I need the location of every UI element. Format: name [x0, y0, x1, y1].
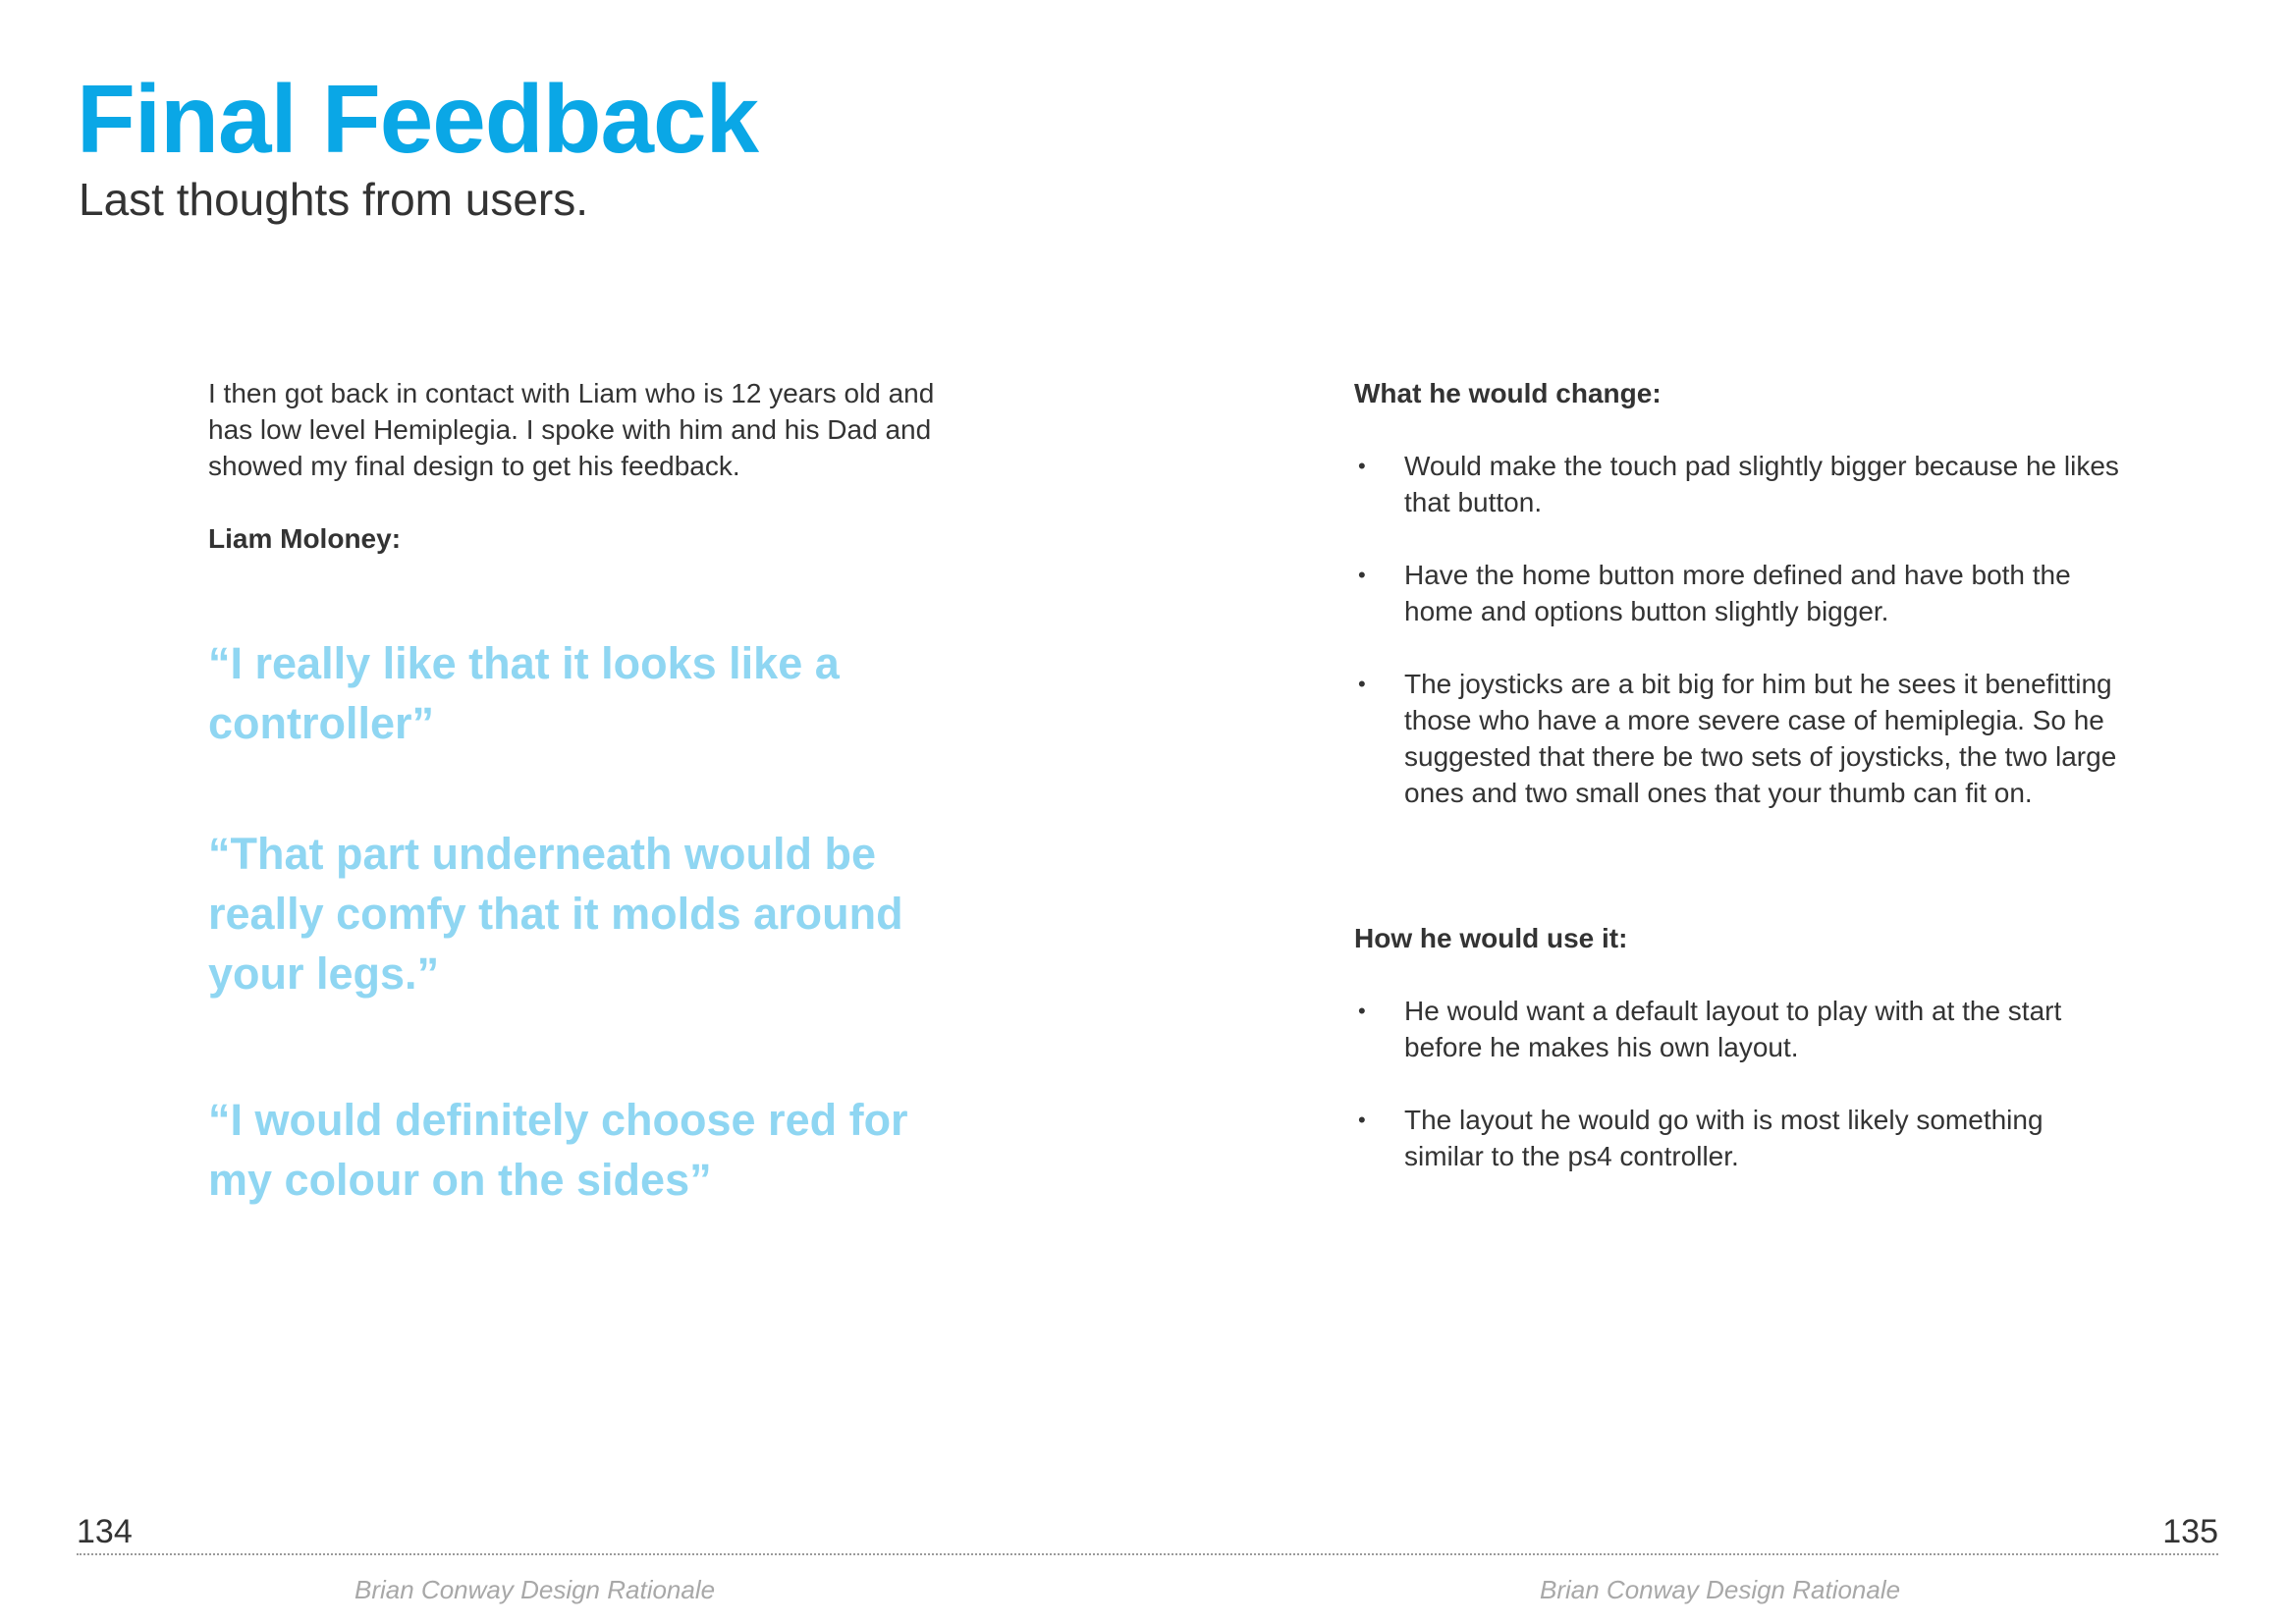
- change-list: [1354, 448, 2120, 811]
- list-item-text: Have the home button more defined and have both the home and options button slightly bigger.: [1404, 560, 2071, 626]
- list-item-text: Would make the touch pad slightly bigger because he likes that button.: [1404, 451, 2119, 517]
- list-item: [1354, 666, 2120, 811]
- bullet-icon: •: [1358, 454, 1366, 478]
- change-heading: What he would change:: [1354, 378, 1662, 408]
- use-heading: How he would use it:: [1354, 923, 1628, 953]
- footer-divider: [77, 1553, 2218, 1555]
- list-item: [1354, 993, 2120, 1065]
- list-item-text: The layout he would go with is most likely something similar to the ps4 controller.: [1404, 1105, 2044, 1171]
- page-number-right: 135: [2162, 1513, 2218, 1550]
- page-title: Final Feedback: [77, 65, 759, 173]
- quote-controller: “I really like that it looks like a controller”: [208, 638, 840, 748]
- page-subtitle: Last thoughts from users.: [79, 174, 589, 225]
- speaker-name: Liam Moloney:: [208, 523, 402, 554]
- footer-credit-right: Brian Conway Design Rationale: [1540, 1575, 1901, 1604]
- bullet-icon: •: [1358, 563, 1366, 587]
- bullet-icon: •: [1358, 672, 1366, 696]
- list-item: [1354, 448, 2120, 520]
- list-item-text: The joysticks are a bit big for him but he sees it benefitting those who have a more severe case of hemiplegia. So he suggested that there be two sets of joysticks, the two large ones and two small ones that your thumb can fit on.: [1404, 669, 2117, 808]
- right-column: [1354, 375, 2120, 1174]
- footer-credit-left: Brian Conway Design Rationale: [354, 1575, 716, 1604]
- quote-comfy: “That part underneath would be really comfy that it molds around your legs.”: [208, 829, 903, 999]
- use-list: [1354, 993, 2120, 1174]
- list-item-text: He would want a default layout to play with at the start before he makes his own layout.: [1404, 996, 2062, 1062]
- intro-paragraph: I then got back in contact with Liam who is 12 years old and has low level Hemiplegia. I spoke with him and his Dad and showed my final design to get his feedback.: [208, 378, 935, 481]
- list-item: [1354, 557, 2120, 629]
- bullet-icon: •: [1358, 999, 1366, 1023]
- list-item: [1354, 1102, 2120, 1174]
- quote-colour: “I would definitely choose red for my colour on the sides”: [208, 1095, 908, 1205]
- page-number-left: 134: [77, 1513, 133, 1550]
- bullet-icon: •: [1358, 1108, 1366, 1132]
- left-column: [208, 375, 974, 1210]
